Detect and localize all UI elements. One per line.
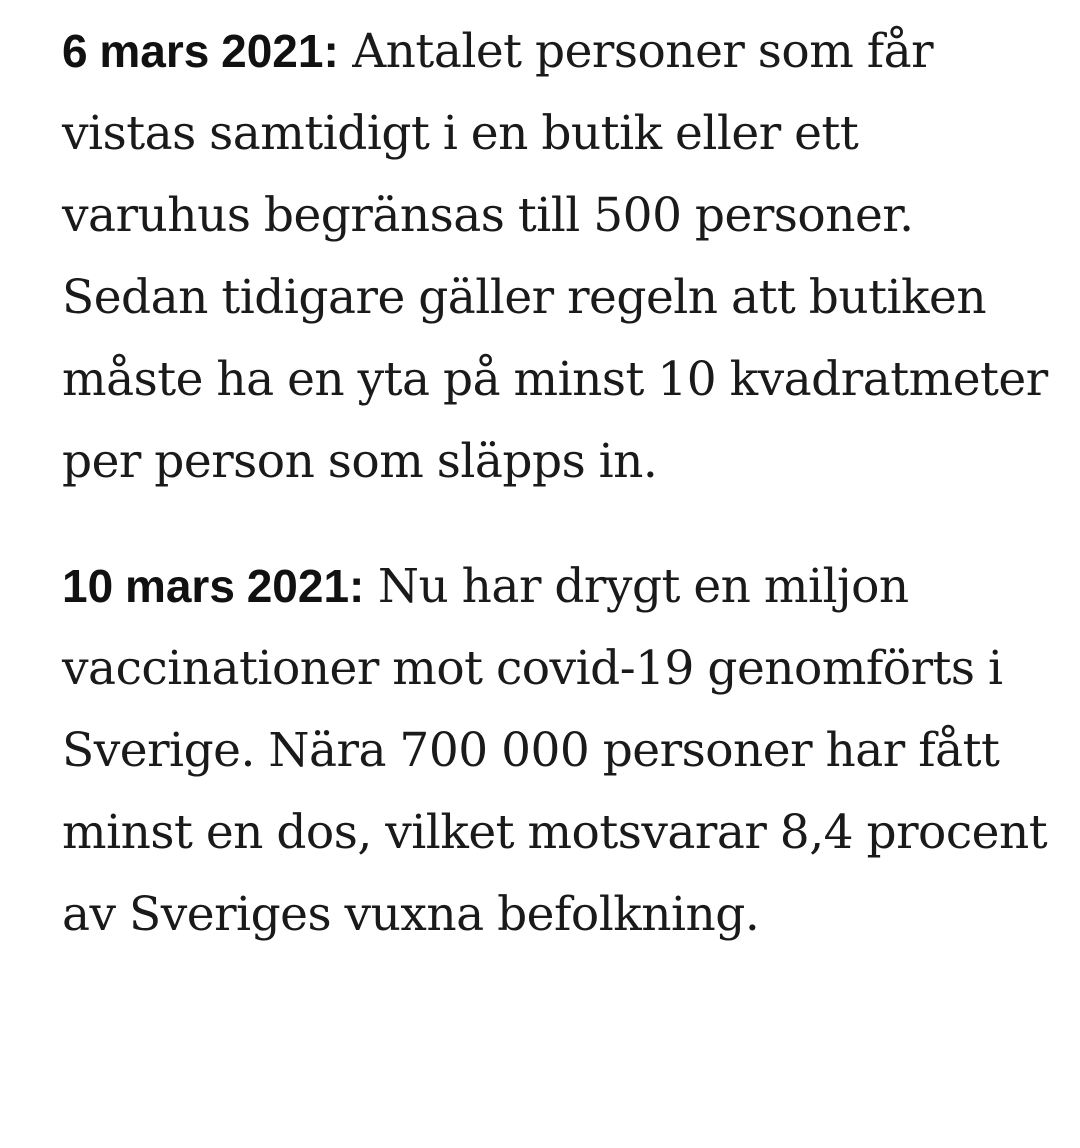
article-body bbox=[62, 10, 1052, 956]
entry-date: 10 mars 2021: bbox=[62, 560, 365, 612]
entry-text: Nu har drygt en miljon vaccinationer mot covid-19 genomförts i Sverige. Nära 700 000 personer har fått minst en dos, vilket motsvarar 8,4 procent av Sveriges vuxna befolkning. bbox=[62, 559, 1048, 942]
entry-text: Antalet personer som får vistas samtidigt i en butik eller ett varuhus begränsas till 500 personer. Sedan tidigare gäller regeln att butiken måste ha en yta på minst 10 kvadratmeter per person som släpps in. bbox=[62, 24, 1048, 489]
timeline-entry-6-mars bbox=[62, 10, 1052, 503]
timeline-entry-10-mars bbox=[62, 545, 1052, 956]
entry-date: 6 mars 2021: bbox=[62, 25, 339, 77]
